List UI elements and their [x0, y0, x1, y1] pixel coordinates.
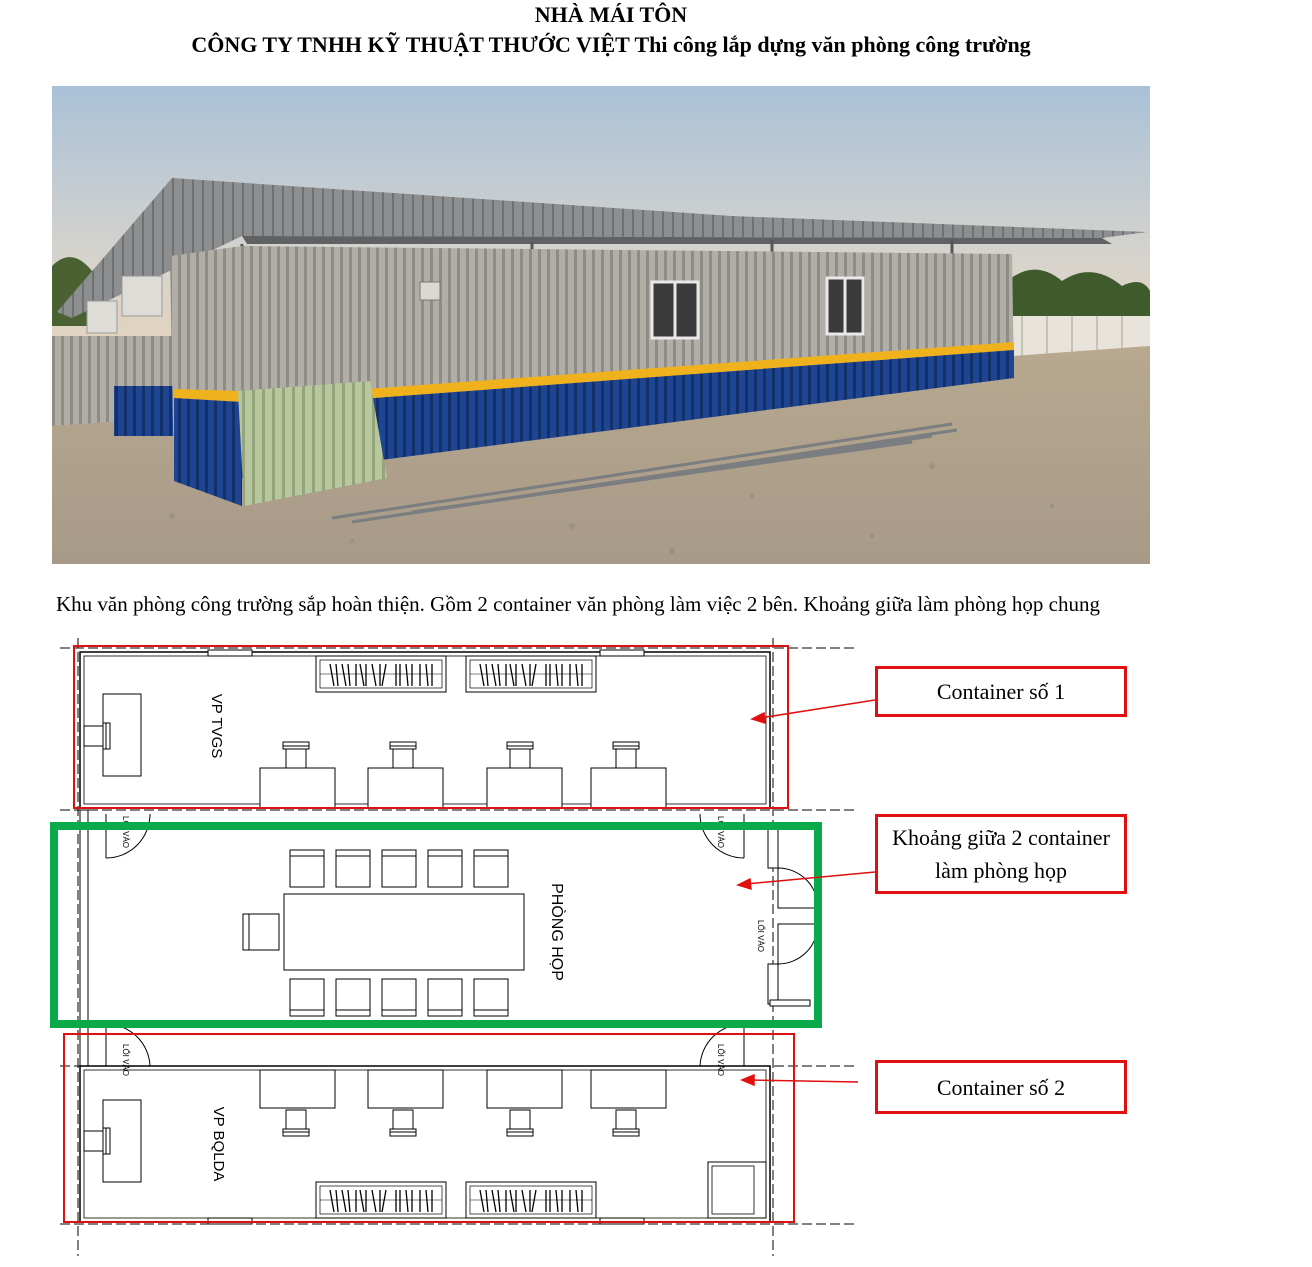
container-1-plan — [80, 650, 770, 808]
callout-meeting-line2: làm phòng họp — [935, 858, 1067, 883]
container-2-plan — [80, 1044, 770, 1224]
callout-meeting-room — [875, 814, 1127, 894]
room-label-phong-hop: PHÒNG HỌP — [548, 883, 565, 981]
room-label-vp-tvgs: VP TVGS — [208, 693, 225, 759]
callout-meeting-line1: Khoảng giữa 2 container — [892, 825, 1110, 850]
room-label-vp-bqlda: VP BQLDA — [210, 1106, 227, 1182]
entrance-label-bottom-left: LỐI VÀO — [121, 1044, 130, 1077]
callout-container-2-text: Container số 2 — [936, 1074, 1066, 1100]
callout-container-1 — [875, 666, 1127, 717]
site-photo — [52, 86, 1150, 564]
entrance-label-right: LỐI VÀO — [756, 919, 765, 953]
photo-caption: Khu văn phòng công trường sắp hoàn thiện. Gồm 2 container văn phòng làm việc 2 bên. Khoảng giữa làm phòng họp chung — [56, 592, 1100, 616]
document-subtitle: CÔNG TY TNHH KỸ THUẬT THƯỚC VIỆT Thi công lắp dựng văn phòng công trường — [191, 32, 1031, 57]
floor-plan — [0, 630, 1312, 1262]
entrance-label-top-right: LỐI VÀO — [716, 816, 725, 849]
callout-container-1-text: Container số 1 — [936, 679, 1066, 704]
document-title: NHÀ MÁI TÔN — [534, 2, 688, 27]
callout-container-2 — [875, 1060, 1127, 1114]
entrance-label-top-left: LỐI VÀO — [121, 816, 130, 849]
entrance-label-bottom-right: LỐI VÀO — [716, 1044, 725, 1077]
